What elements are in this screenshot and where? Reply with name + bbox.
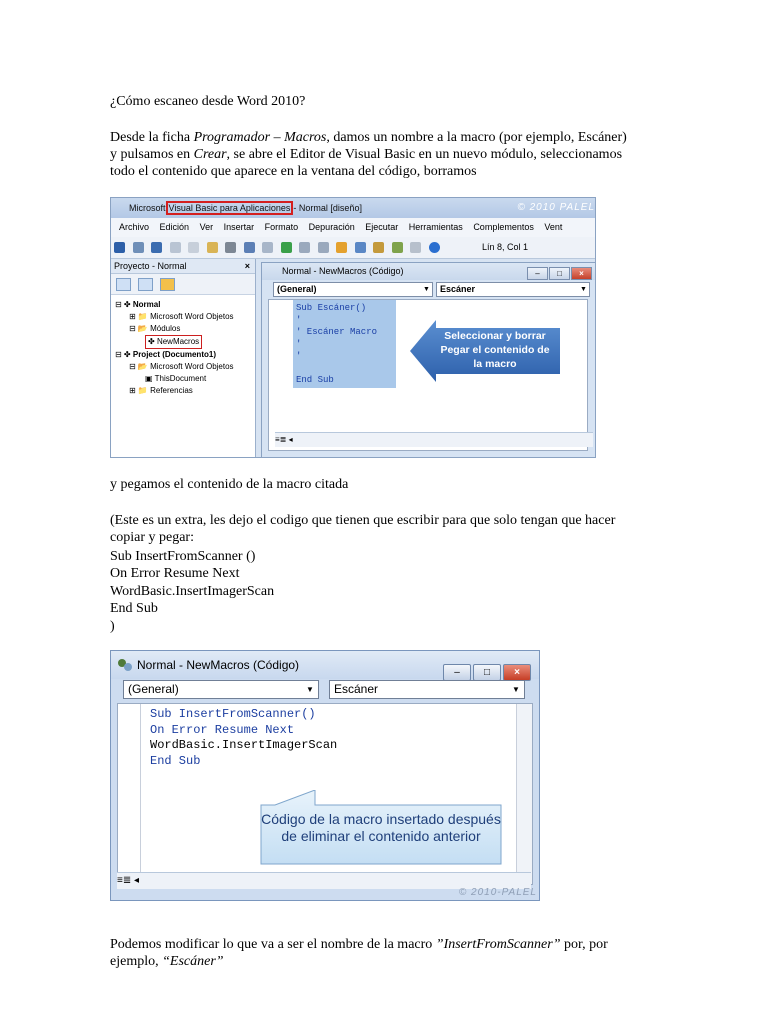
procedure-combo-value: Escáner bbox=[334, 682, 379, 696]
minimize-icon[interactable]: – bbox=[527, 267, 548, 280]
vba-editor-screenshot bbox=[110, 197, 596, 458]
project-explorer-icon[interactable] bbox=[355, 242, 366, 253]
code-window-title-text: Normal - NewMacros (Código) bbox=[137, 658, 300, 672]
procedure-combo[interactable] bbox=[329, 680, 525, 699]
run-icon[interactable] bbox=[281, 242, 292, 253]
code-window bbox=[261, 262, 596, 458]
code-line: End Sub bbox=[150, 753, 201, 768]
cursor-position: Lín 8, Col 1 bbox=[482, 242, 529, 252]
menu-herramientas[interactable]: Herramientas bbox=[408, 222, 463, 232]
project-explorer-header bbox=[111, 259, 255, 274]
menu-ventana[interactable]: Vent bbox=[544, 222, 563, 232]
menu-archivo[interactable]: Archivo bbox=[119, 222, 150, 232]
macro-module-icon bbox=[117, 658, 133, 672]
project-tree bbox=[111, 295, 255, 397]
tree-item-thisdocument[interactable]: ▣ ThisDocument bbox=[145, 374, 207, 383]
paste-icon[interactable] bbox=[207, 242, 218, 253]
code-hscroll[interactable]: ≡≣ ◂ bbox=[275, 432, 593, 447]
properties-icon[interactable] bbox=[373, 242, 384, 253]
title-prefix: Microsoft bbox=[129, 203, 166, 213]
object-combo-value: (General) bbox=[277, 284, 317, 294]
paste-instruction: y pegamos el contenido de la macro citada bbox=[110, 477, 349, 492]
watermark: © 2010-PALEL bbox=[458, 887, 537, 898]
closing-emphasis-1: ”InsertFromScanner” bbox=[435, 937, 561, 952]
code-line: Sub InsertFromScanner() bbox=[150, 707, 316, 721]
close-window-icon[interactable]: × bbox=[571, 267, 592, 280]
page-title: ¿Cómo escaneo desde Word 2010? bbox=[110, 94, 306, 109]
maximize-icon[interactable]: □ bbox=[549, 267, 570, 280]
menu-insertar[interactable]: Insertar bbox=[223, 222, 255, 232]
code-line: End Sub bbox=[110, 601, 158, 616]
callout-text: Seleccionar y borrar Pegar el contenido de la macro bbox=[440, 330, 550, 370]
view-code-icon[interactable] bbox=[116, 278, 131, 291]
view-object-icon[interactable] bbox=[138, 278, 153, 291]
project-explorer-buttons bbox=[111, 274, 255, 295]
design-mode-icon[interactable] bbox=[336, 242, 347, 253]
code-text: Sub Escáner() ' ' Escáner Macro ' ' End Sub bbox=[296, 303, 378, 385]
menu-depuracion[interactable]: Depuración bbox=[308, 222, 355, 232]
chevron-down-icon[interactable]: ▼ bbox=[580, 286, 587, 293]
intro-emphasis-crear: Crear bbox=[193, 147, 227, 162]
maximize-icon[interactable]: □ bbox=[473, 664, 501, 681]
word-icon[interactable] bbox=[114, 242, 125, 253]
closing-paragraph bbox=[110, 936, 635, 970]
code-line: WordBasic.InsertImagerScan bbox=[150, 738, 338, 752]
project-explorer bbox=[111, 259, 256, 457]
tree-item-references[interactable]: ⊞ 📁 Referencias bbox=[129, 386, 193, 395]
minimize-icon[interactable]: – bbox=[443, 664, 471, 681]
menu-ver[interactable]: Ver bbox=[199, 222, 214, 232]
close-window-icon[interactable]: × bbox=[503, 664, 531, 681]
menu-ejecutar[interactable]: Ejecutar bbox=[365, 222, 399, 232]
tree-label-normal: Normal bbox=[132, 300, 161, 309]
intro-text-1: Desde la ficha bbox=[110, 130, 194, 145]
intro-emphasis-programador: Programador – Macros bbox=[193, 130, 327, 145]
closing-text-2: por, por ejemplo, bbox=[110, 937, 608, 969]
toggle-folders-icon[interactable] bbox=[160, 278, 175, 291]
code-hscroll[interactable]: ≡≣ ◂ bbox=[117, 872, 531, 889]
procedure-combo[interactable] bbox=[436, 282, 590, 297]
callout-text: Código de la macro insertado después de eliminar el contenido anterior bbox=[261, 811, 501, 844]
vba-toolbar bbox=[111, 237, 595, 259]
stop-icon[interactable] bbox=[318, 242, 329, 253]
menu-formato[interactable]: Formato bbox=[264, 222, 299, 232]
menu-complementos[interactable]: Complementos bbox=[473, 222, 534, 232]
tree-item-normal[interactable]: ⊟ ✤ Normal bbox=[115, 300, 161, 309]
code-window-title-text: Normal - NewMacros (Código) bbox=[282, 266, 404, 276]
tree-label-word-objects-2: Microsoft Word Objetos bbox=[150, 362, 234, 371]
tree-label-newmacros: NewMacros bbox=[156, 337, 200, 346]
vba-title-bar bbox=[111, 198, 595, 218]
intro-text-2: , damos un nombre a la macro (por ejemplo, Escáner) y pulsamos en bbox=[110, 130, 627, 162]
find-icon[interactable] bbox=[225, 242, 236, 253]
toolbox-icon[interactable] bbox=[410, 242, 421, 253]
project-explorer-title: Proyecto - Normal bbox=[114, 261, 187, 271]
code-line: On Error Resume Next bbox=[150, 722, 295, 737]
object-browser-icon[interactable] bbox=[392, 242, 403, 253]
tree-label-thisdocument: ThisDocument bbox=[154, 374, 207, 383]
chevron-down-icon[interactable]: ▼ bbox=[512, 685, 520, 694]
vba-menu-bar bbox=[111, 218, 595, 237]
intro-paragraph bbox=[110, 129, 635, 180]
vertical-scrollbar[interactable] bbox=[516, 704, 532, 884]
newmacros-selected: ✤ NewMacros bbox=[145, 335, 202, 349]
redo-icon[interactable] bbox=[262, 242, 273, 253]
tree-item-newmacros[interactable] bbox=[115, 335, 255, 349]
object-combo[interactable] bbox=[273, 282, 433, 297]
copy-icon[interactable] bbox=[188, 242, 199, 253]
pause-icon[interactable] bbox=[299, 242, 310, 253]
menu-edicion[interactable]: Edición bbox=[159, 222, 190, 232]
code-window-title bbox=[111, 651, 539, 679]
cut-icon[interactable] bbox=[170, 242, 181, 253]
code-window-title bbox=[262, 263, 596, 280]
save-icon[interactable] bbox=[151, 242, 162, 253]
watermark: © 2010 PALEL bbox=[517, 202, 595, 213]
tree-item-project[interactable]: ⊟ ✤ Project (Documento1) bbox=[115, 350, 216, 359]
undo-icon[interactable] bbox=[244, 242, 255, 253]
tree-item-word-objects-2[interactable]: ⊟ 📂 Microsoft Word Objetos bbox=[129, 362, 234, 371]
code-line: WordBasic.InsertImagerScan bbox=[110, 584, 275, 599]
tree-label-word-objects: Microsoft Word Objetos bbox=[150, 312, 234, 321]
tree-label-modules: Módulos bbox=[150, 324, 181, 333]
title-highlight: Visual Basic para Aplicaciones bbox=[166, 201, 294, 215]
closing-text-1: Podemos modificar lo que va a ser el nombre de la macro bbox=[110, 937, 436, 952]
code-window-screenshot bbox=[110, 650, 540, 901]
object-combo-value: (General) bbox=[128, 682, 179, 696]
code-gutter bbox=[118, 704, 141, 884]
closing-emphasis-2: “Escáner” bbox=[162, 954, 224, 969]
extra-note: (Este es un extra, les dejo el codigo que tienen que escribir para que solo tengan que hacer copiar y pegar: bbox=[110, 513, 616, 545]
intro-text-3: , se abre el Editor de Visual Basic en un nuevo módulo, seleccionamos todo el contenido que aparece en la ventana del código, borramos bbox=[110, 147, 623, 179]
help-icon[interactable] bbox=[429, 242, 440, 253]
code-line: Sub InsertFromScanner () bbox=[110, 549, 256, 564]
code-editor[interactable] bbox=[268, 299, 588, 451]
insert-module-icon[interactable] bbox=[133, 242, 144, 253]
title-suffix: - Normal [diseño] bbox=[293, 203, 362, 213]
object-combo[interactable] bbox=[123, 680, 319, 699]
tree-label-project: Project (Documento1) bbox=[132, 350, 216, 359]
tree-item-word-objects[interactable]: ⊞ 📁 Microsoft Word Objetos bbox=[129, 312, 234, 321]
chevron-down-icon[interactable]: ▼ bbox=[423, 286, 430, 293]
code-text bbox=[150, 707, 337, 769]
window-buttons bbox=[526, 265, 592, 282]
chevron-down-icon[interactable]: ▼ bbox=[306, 685, 314, 694]
code-line: ) bbox=[110, 619, 115, 634]
tree-label-references: Referencias bbox=[150, 386, 193, 395]
close-icon[interactable]: × bbox=[244, 261, 250, 271]
code-line: On Error Resume Next bbox=[110, 566, 240, 581]
tree-item-modules[interactable]: ⊟ 📂 Módulos bbox=[129, 324, 181, 333]
procedure-combo-value: Escáner bbox=[440, 284, 476, 294]
